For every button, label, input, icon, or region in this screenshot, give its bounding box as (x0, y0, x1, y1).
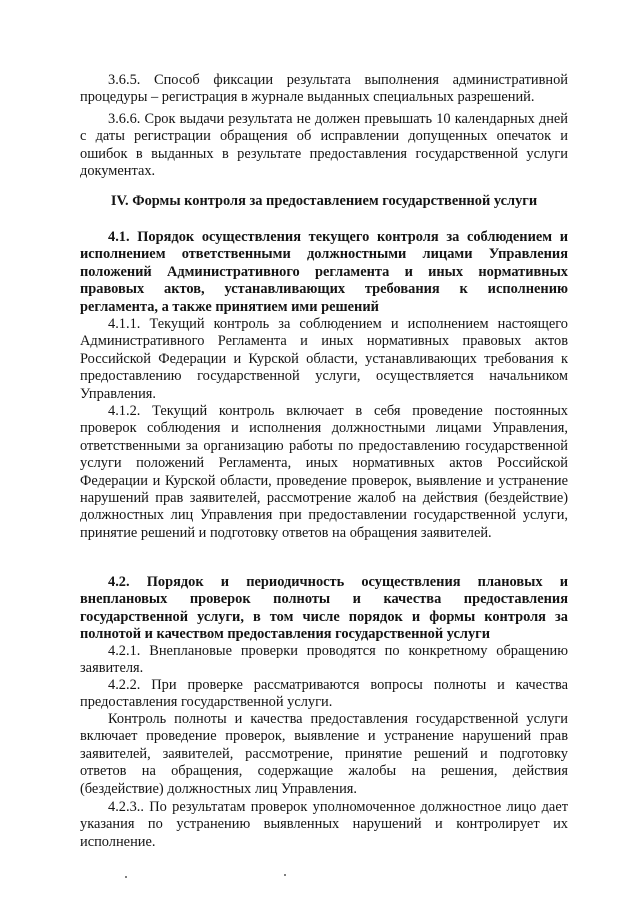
subsection-heading: 4.1. Порядок осуществления текущего контроля за соблюдением и исполнением ответственными должностными лицами Управления положений Административного регламента и иных нормативных правовых актов, устанавливающих требования к исполнению регламента, а также принятием ими решений (80, 229, 568, 315)
section-title: IV. Формы контроля за предоставлением государственной услуги (110, 193, 538, 209)
subsection-4-2-heading (80, 574, 568, 644)
subsection-heading: 4.2. Порядок и периодичность осуществления плановых и внеплановых проверок полноты и качества предоставления государственной услуги, в том числе порядок и формы контроля за полнотой и качеством предоставления государственной услуги (80, 574, 568, 643)
paragraph-text: 4.1.1. Текущий контроль за соблюдением и исполнением настоящего Административного Регламента и иных нормативных правовых актов Российской Федерации и Курской области, устанавливающих требования к предоставлению государственной услуги, осуществляется начальником Управления. (80, 316, 568, 402)
paragraph-text: 4.2.3.. По результатам проверок уполномоченное должностное лицо дает указания по устранению выявленных нарушений и контролирует их исполнение. (80, 799, 568, 850)
subsection-4-1-heading (80, 229, 568, 316)
paragraph-4-1-2 (80, 403, 568, 542)
paragraph-4-2-2 (80, 677, 568, 712)
paragraph-text: 3.6.6. Срок выдачи результата не должен превышать 10 календарных дней с даты регистрации обращения об исправлении допущенных опечаток и ошибок в выданных в результате предоставления государственной услуги документах. (80, 111, 568, 180)
paragraph-control (80, 711, 568, 798)
paragraph-text: 4.2.2. При проверке рассматриваются вопросы полноты и качества предоставления государственной услуги. (80, 677, 568, 711)
scan-speck (125, 876, 127, 878)
paragraph-text: 4.1.2. Текущий контроль включает в себя проведение постоянных проверок соблюдения и исполнения должностными лицами Управления, ответственными за организацию работы по предоставлению государственной услуги положений Регламента, иных нормативных актов Российской Федерации и Курской области, проведение проверок, выявление и устранение нарушений прав заявителей, рассмотрение жалоб на действия (бездействие) должностных лиц Управления при предоставлении государственной услуги, принятие решений и подготовку ответов на обращения заявителей. (80, 403, 568, 541)
paragraph-4-2-1 (80, 643, 568, 678)
paragraph-4-2-3 (80, 799, 568, 851)
paragraph-text: 3.6.5. Способ фиксации результата выполнения административной процедуры – регистрация в журнале выданных специальных разрешений. (80, 72, 568, 106)
paragraph-4-1-1 (80, 316, 568, 403)
paragraph-3-6-6 (80, 111, 568, 181)
paragraph-text: 4.2.1. Внеплановые проверки проводятся по конкретному обращению заявителя. (80, 643, 568, 677)
scan-speck (284, 874, 286, 876)
paragraph-text: Контроль полноты и качества предоставления государственной услуги включает проведение проверок, выявление и устранение нарушений прав заявителей, заявителей, рассмотрение, принятие решений и подготовку ответов на обращения, содержащие жалобы на решения, действия (бездействие) должностных лиц Управления. (80, 711, 568, 797)
paragraph-3-6-5 (80, 72, 568, 107)
